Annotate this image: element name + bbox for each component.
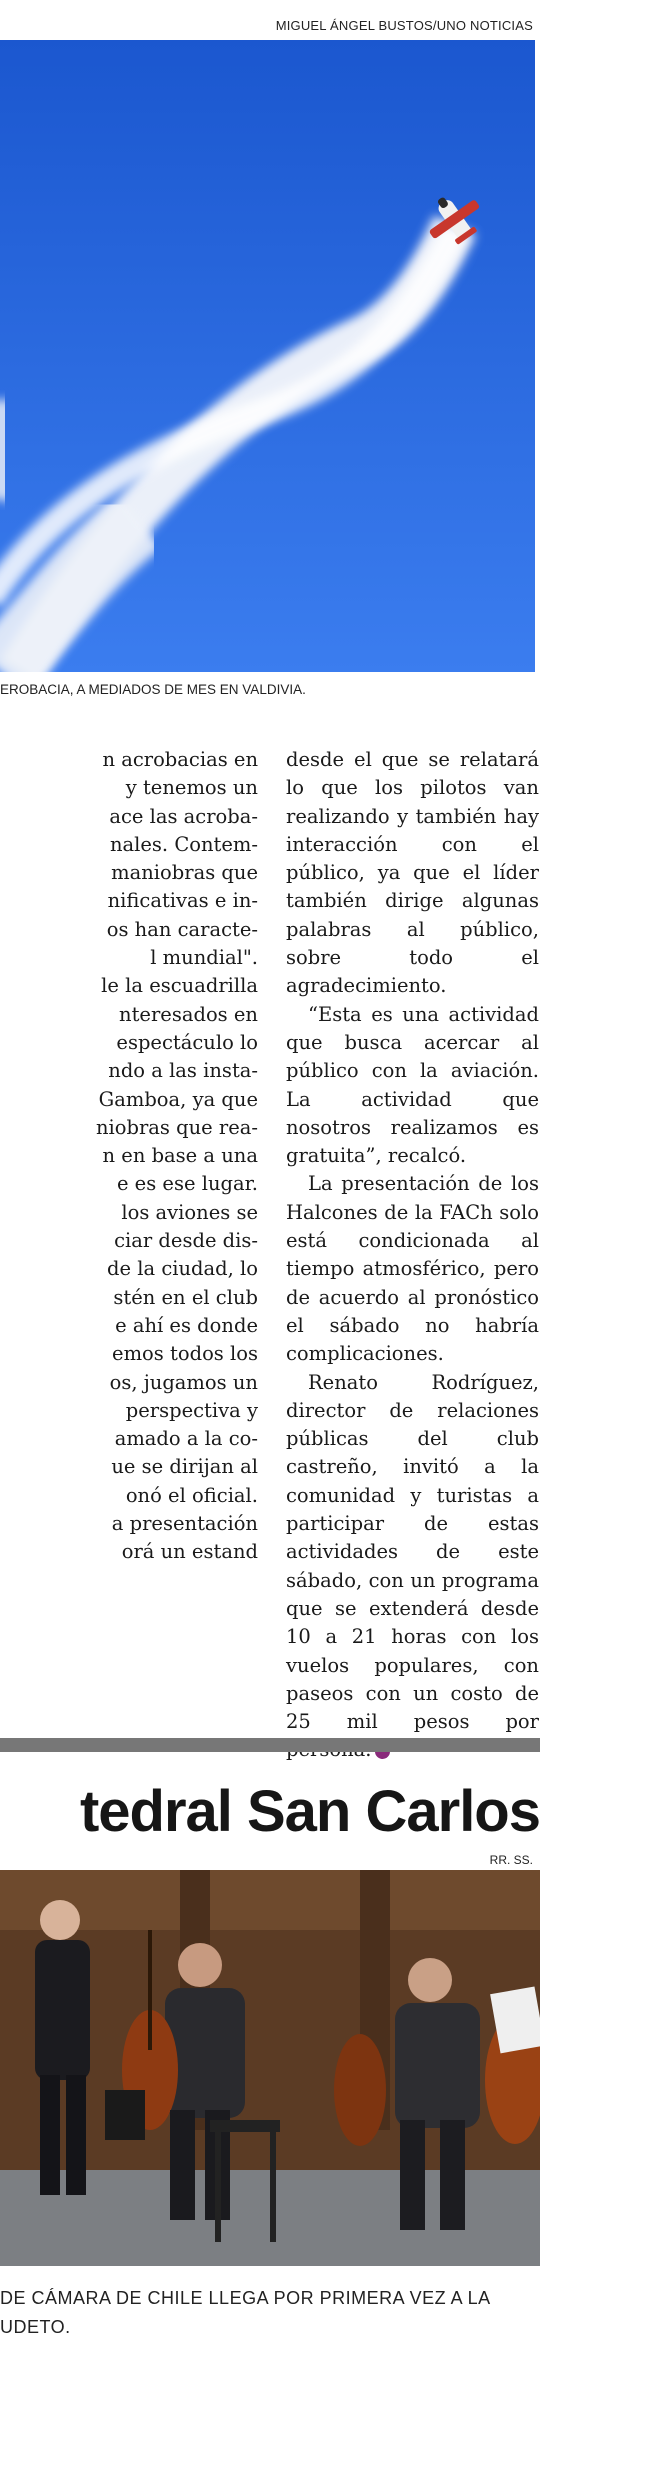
article-line: nteresados en — [119, 1002, 258, 1026]
photo-credit: RR. SS. — [489, 1853, 533, 1867]
orchestra-concert-photo — [0, 1870, 540, 2266]
article-line: espectáculo lo — [116, 1030, 258, 1054]
article-line: los aviones se — [121, 1200, 258, 1224]
article-line: l mundial". — [150, 946, 258, 970]
article-line: n acrobacias en — [102, 748, 258, 771]
photo-credit: MIGUEL ÁNGEL BUSTOS/UNO NOTICIAS — [275, 18, 533, 33]
article-line: perspectiva y — [125, 1398, 258, 1422]
article-line: amado a la co- — [114, 1427, 258, 1451]
article-line: ue se dirijan al — [111, 1455, 258, 1479]
article-line: stén en el club — [113, 1285, 258, 1309]
article-line: de la ciudad, lo — [107, 1257, 258, 1281]
article-line: nificativas e in- — [107, 889, 258, 913]
article-line: ndo a las insta- — [108, 1059, 258, 1083]
article-line: y tenemos un — [125, 776, 258, 800]
article-line: ciar desde dis- — [114, 1229, 258, 1253]
article-headline: tedral San Carlos — [79, 1779, 540, 1844]
article-line: os, jugamos un — [109, 1370, 258, 1394]
article-column-right — [286, 746, 539, 1765]
article-line: e es ese lugar. — [116, 1172, 258, 1196]
article-paragraph: “Esta es una actividad que busca acercar al público con la aviación. La actividad que nosotros realizamos es gratuita”, recalcó. — [286, 1002, 539, 1168]
article-line: os han caracte- — [106, 917, 258, 941]
photo-caption: EROBACIA, A MEDIADOS DE MES EN VALDIVIA. — [0, 682, 306, 697]
article-line: a presentación — [111, 1512, 258, 1536]
article-line: e ahí es donde — [115, 1313, 258, 1337]
article-column-left — [0, 746, 258, 1567]
article-line: Gamboa, ya que — [98, 1087, 258, 1111]
article-line: orá un estand — [121, 1540, 258, 1564]
article-line: le la escuadrilla — [101, 974, 258, 998]
article-paragraph: La presentación de los Halcones de la FACh solo está condicionada al tiempo atmosférico, pero de acuerdo al pronóstico el sábado no habría complicaciones. — [286, 1172, 539, 1366]
section-divider — [0, 1738, 540, 1752]
article-line: niobras que rea- — [95, 1115, 258, 1139]
aerobatic-plane-photo — [0, 40, 535, 672]
article-line: n en base a una — [102, 1144, 258, 1168]
article-line: emos todos los — [112, 1342, 258, 1366]
caption-line: UDETO. — [0, 2317, 71, 2337]
photo-caption — [0, 2284, 560, 2342]
article-line: ace las acroba- — [109, 804, 258, 828]
article-line: onó el oficial. — [125, 1483, 258, 1507]
article-paragraph-text: Renato Rodríguez, director de relaciones públicas del club castreño, invitó a la comunidad y turistas a participar de estas actividades de este sábado, con un programa que se extenderá desde 10 a 21 horas con los vuelos populares, con paseos con un costo de 25 mil pesos por — [286, 1370, 539, 1734]
article-line: nales. Contem- — [109, 832, 258, 856]
article-paragraph: desde el que se relatará lo que los pilotos van realizando y también hay interacción con el público, ya que el líder también dirige algunas palabras al público, sobre todo el agradecimiento. — [286, 748, 539, 998]
article-line: maniobras que — [111, 861, 258, 885]
caption-line: DE CÁMARA DE CHILE LLEGA POR PRIMERA VEZ A LA — [0, 2288, 491, 2308]
article-paragraph — [286, 1369, 539, 1765]
